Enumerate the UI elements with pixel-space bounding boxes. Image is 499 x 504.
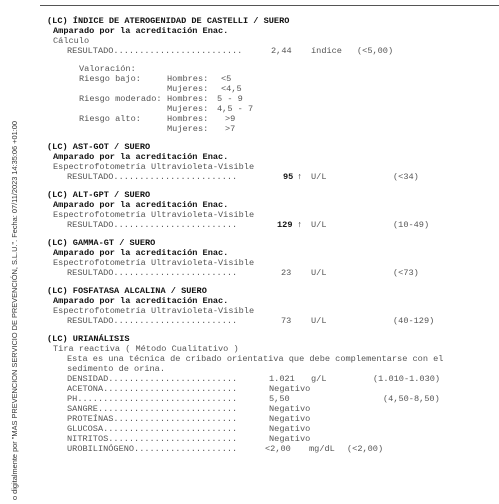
result-value: 2,44 xyxy=(271,46,292,56)
parameter-value: Negativo xyxy=(269,384,311,394)
valoracion-label: Valoración: xyxy=(79,64,136,74)
result-unit: U/L xyxy=(311,316,327,326)
method-label: Cálculo xyxy=(53,36,90,46)
section-castelli xyxy=(47,16,497,134)
sex-label: Mujeres: xyxy=(167,124,209,134)
method-description: sedimento de orina. xyxy=(67,364,165,374)
result-row xyxy=(47,220,497,230)
method-label: Espectrofotometría Ultravioleta-Visible xyxy=(53,162,255,172)
urianalisis-row xyxy=(47,384,497,394)
section-title: (LC) GAMMA-GT / SUERO xyxy=(47,238,156,248)
lab-report xyxy=(47,16,497,454)
urianalisis-table xyxy=(47,374,497,454)
riesgo-alto-mujeres xyxy=(47,124,497,134)
method-description: Esta es una técnica de cribado orientativa que debe complementarse con el xyxy=(67,354,444,364)
risk-value: <4,5 xyxy=(221,84,242,94)
sex-label: Hombres: xyxy=(167,74,209,84)
accreditation-note: Amparado por la acreditación Enac. xyxy=(53,26,229,36)
high-flag-icon: ↑ xyxy=(297,172,303,182)
accreditation-note: Amparado por la acreditación Enac. xyxy=(53,248,229,258)
riesgo-label: Riesgo alto: xyxy=(79,114,141,124)
reference-range: (4,50-8,50) xyxy=(383,394,440,404)
section-alt-gpt xyxy=(47,190,497,230)
parameter-label: PH............................... xyxy=(67,394,238,404)
method-label: Espectrofotometría Ultravioleta-Visible xyxy=(53,258,255,268)
parameter-label: GLUCOSA.......................... xyxy=(67,424,238,434)
sex-label: Mujeres: xyxy=(167,84,209,94)
parameter-value: Negativo xyxy=(269,424,311,434)
parameter-label: DENSIDAD......................... xyxy=(67,374,238,384)
riesgo-label: Riesgo bajo: xyxy=(79,74,141,84)
section-gamma-gt xyxy=(47,238,497,278)
accreditation-note: Amparado por la acreditación Enac. xyxy=(53,152,229,162)
parameter-unit: g/L xyxy=(311,374,327,384)
urianalisis-row xyxy=(47,444,497,454)
section-ast-got xyxy=(47,142,497,182)
result-label: RESULTADO........................ xyxy=(67,172,238,182)
method-label: Espectrofotometría Ultravioleta-Visible xyxy=(53,210,255,220)
result-value: 129 xyxy=(277,220,293,230)
parameter-label: SANGRE........................... xyxy=(67,404,238,414)
result-value: 23 xyxy=(281,268,292,278)
high-flag-icon: ↑ xyxy=(297,220,303,230)
result-unit: índice xyxy=(311,46,342,56)
sex-label: Hombres: xyxy=(167,94,209,104)
urianalisis-row xyxy=(47,414,497,424)
section-title: (LC) URIANÁLISIS xyxy=(47,334,130,344)
section-title: (LC) ÍNDICE DE ATEROGENIDAD DE CASTELLI / SUERO xyxy=(47,16,290,26)
urianalisis-row xyxy=(47,394,497,404)
section-title: (LC) FOSFATASA ALCALINA / SUERO xyxy=(47,286,207,296)
reference-range: (1.010-1.030) xyxy=(373,374,441,384)
risk-value: 4,5 - 7 xyxy=(217,104,254,114)
result-row xyxy=(47,316,497,326)
result-row xyxy=(47,46,497,56)
reference-range: (<5,00) xyxy=(357,46,394,56)
result-value: 95 xyxy=(283,172,294,182)
method-label: Espectrofotometría Ultravioleta-Visible xyxy=(53,306,255,316)
urianalisis-row xyxy=(47,434,497,444)
reference-range: (40-129) xyxy=(393,316,435,326)
result-label: RESULTADO........................ xyxy=(67,268,238,278)
digital-signature-text: o digitalmente por "MAS PREVENCION SERVICIO DE PREVENCIÓN, S.L.U.". Fecha: 07/11/2023 14:35:06 +01:00 xyxy=(10,121,19,500)
reference-range: (<34) xyxy=(393,172,419,182)
section-urianalisis xyxy=(47,334,497,454)
riesgo-bajo-mujeres xyxy=(47,84,497,94)
riesgo-moderado-hombres xyxy=(47,94,497,104)
parameter-value: <2,00 xyxy=(265,444,291,454)
parameter-label: PROTEÍNAS........................ xyxy=(67,414,238,424)
riesgo-label: Riesgo moderado: xyxy=(79,94,162,104)
parameter-value: Negativo xyxy=(269,414,311,424)
urianalisis-row xyxy=(47,404,497,414)
digital-signature-strip xyxy=(0,0,20,500)
parameter-label: ACETONA.......................... xyxy=(67,384,238,394)
parameter-value: Negativo xyxy=(269,404,311,414)
result-label: RESULTADO........................ xyxy=(67,220,238,230)
sex-label: Mujeres: xyxy=(167,104,209,114)
section-title: (LC) ALT-GPT / SUERO xyxy=(47,190,151,200)
parameter-label: NITRITOS......................... xyxy=(67,434,238,444)
sex-label: Hombres: xyxy=(167,114,209,124)
result-row xyxy=(47,268,497,278)
urianalisis-row xyxy=(47,424,497,434)
result-unit: U/L xyxy=(311,268,327,278)
riesgo-alto-hombres xyxy=(47,114,497,124)
header-rule xyxy=(40,5,499,6)
parameter-value: 5,50 xyxy=(269,394,290,404)
urianalisis-row xyxy=(47,374,497,384)
reference-range: (<73) xyxy=(393,268,419,278)
parameter-unit: mg/dL xyxy=(309,444,335,454)
section-title: (LC) AST-GOT / SUERO xyxy=(47,142,151,152)
riesgo-moderado-mujeres xyxy=(47,104,497,114)
riesgo-bajo-hombres xyxy=(47,74,497,84)
result-unit: U/L xyxy=(311,220,327,230)
risk-value: 5 - 9 xyxy=(217,94,243,104)
accreditation-note: Amparado por la acreditación Enac. xyxy=(53,296,229,306)
risk-value: >7 xyxy=(225,124,236,134)
risk-value: >9 xyxy=(225,114,236,124)
result-label: RESULTADO........................ xyxy=(67,316,238,326)
parameter-value: 1.021 xyxy=(269,374,295,384)
section-fosfatasa-alcalina xyxy=(47,286,497,326)
result-row xyxy=(47,172,497,182)
valoracion-heading xyxy=(47,64,497,74)
result-value: 73 xyxy=(281,316,292,326)
result-label: RESULTADO......................... xyxy=(67,46,243,56)
risk-value: <5 xyxy=(221,74,232,84)
result-unit: U/L xyxy=(311,172,327,182)
parameter-label: UROBILINÓGENO.................... xyxy=(67,444,238,454)
reference-range: (10-49) xyxy=(393,220,430,230)
accreditation-note: Amparado por la acreditación Enac. xyxy=(53,200,229,210)
method-label: Tira reactiva ( Método Cualitativo ) xyxy=(53,344,239,354)
reference-range: (<2,00) xyxy=(347,444,384,454)
parameter-value: Negativo xyxy=(269,434,311,444)
